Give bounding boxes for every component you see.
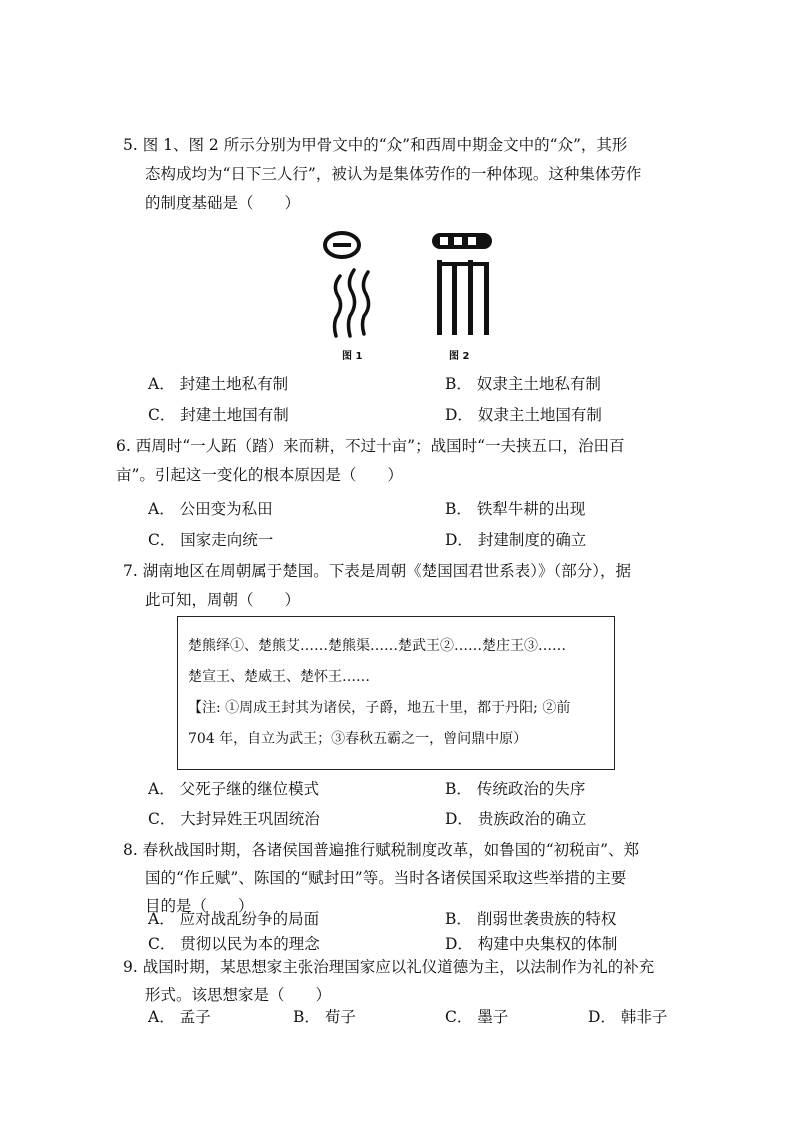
q5-line-3: 的制度基础是（ ） xyxy=(145,194,301,212)
q5-option-c[interactable]: C． 封建土地国有制 xyxy=(148,406,289,424)
q7-option-d[interactable]: D． 贵族政治的确立 xyxy=(445,810,587,828)
q7-line-2: 此可知，周朝（ ） xyxy=(145,591,301,609)
q5-line-2: 态构成均为“日下三人行”，被认为是集体劳作的一种体现。这种集体劳作 xyxy=(145,165,642,183)
q8-line-2: 国的“作丘赋”、陈国的“赋封田”等。当时各诸侯国采取这些举措的主要 xyxy=(145,869,627,887)
question-9 xyxy=(123,953,683,1009)
figure-2-caption: 图 2 xyxy=(449,351,470,362)
q5-option-d[interactable]: D． 奴隶主土地国有制 xyxy=(445,406,602,424)
q5-option-a[interactable]: A． 封建土地私有制 xyxy=(148,375,289,393)
q7-line-1: 7. 湖南地区在周朝属于楚国。下表是周朝《楚国国君世系表）》（部分），据 xyxy=(123,562,631,580)
q9-option-d[interactable]: D． 韩非子 xyxy=(588,1008,668,1026)
table-line-1: 楚熊绎①、楚熊艾……楚熊渠……楚武王②……楚庄王③…… xyxy=(188,638,566,654)
figure-2-bronze-inscription-character xyxy=(428,228,498,340)
q9-line-2: 形式。该思想家是（ ） xyxy=(145,986,332,1004)
q9-option-c[interactable]: C． 墨子 xyxy=(445,1008,509,1026)
q9-option-b[interactable]: B． 荀子 xyxy=(293,1008,356,1026)
q7-option-b[interactable]: B． 传统政治的失序 xyxy=(445,780,586,798)
question-7 xyxy=(123,557,683,615)
q6-line-2: 亩”。引起这一变化的根本原因是（ ） xyxy=(116,466,403,484)
figure-1-oracle-bone-character xyxy=(318,228,384,340)
q8-line-1: 8. 春秋战国时期，各诸侯国普遍推行赋税制度改革，如鲁国的“初税亩”、郑 xyxy=(123,841,640,859)
q5-option-b[interactable]: B． 奴隶主土地私有制 xyxy=(445,375,601,393)
q6-option-d[interactable]: D． 封建制度的确立 xyxy=(445,531,587,549)
question-5 xyxy=(123,131,683,218)
q6-option-c[interactable]: C． 国家走向统一 xyxy=(148,531,274,549)
q8-option-c[interactable]: C． 贯彻以民为本的理念 xyxy=(148,935,320,953)
q6-option-a[interactable]: A． 公田变为私田 xyxy=(148,500,273,518)
q9-line-1: 9. 战国时期，某思想家主张治理国家应以礼仪道德为主，以法制作为礼的补充 xyxy=(123,958,655,976)
q8-option-b[interactable]: B． 削弱世袭贵族的特权 xyxy=(445,910,617,928)
chu-rulers-table xyxy=(177,616,615,770)
q7-option-a[interactable]: A． 父死子继的继位模式 xyxy=(148,780,320,798)
q5-line-1: 5. 图 1、图 2 所示分别为甲骨文中的“众”和西周中期金文中的“众”，其形 xyxy=(123,136,628,154)
q6-line-1: 6. 西周时“一人跖（踏）来而耕，不过十亩”；战国时“一夫挟五口，治田百 xyxy=(116,437,625,455)
q9-option-a[interactable]: A． 孟子 xyxy=(148,1008,211,1026)
q8-option-d[interactable]: D． 构建中央集权的体制 xyxy=(445,935,618,953)
table-line-2: 楚宣王、楚威王、楚怀王…… xyxy=(188,669,370,685)
q6-option-b[interactable]: B． 铁犁牛耕的出现 xyxy=(445,500,586,518)
figure-1-caption: 图 1 xyxy=(342,351,363,362)
q7-option-c[interactable]: C． 大封异姓王巩固统治 xyxy=(148,810,320,828)
q8-option-a[interactable]: A． 应对战乱纷争的局面 xyxy=(148,910,320,928)
q8-line-3: 目的是（ ） xyxy=(145,897,254,915)
table-note-line-1: 【注: ①周成王封其为诸侯，子爵，地五十里，都于丹阳; ②前 xyxy=(188,700,571,716)
table-note-line-2: 704 年，自立为武王；③春秋五霸之一，曾问鼎中原） xyxy=(188,731,528,747)
question-6 xyxy=(116,432,676,490)
